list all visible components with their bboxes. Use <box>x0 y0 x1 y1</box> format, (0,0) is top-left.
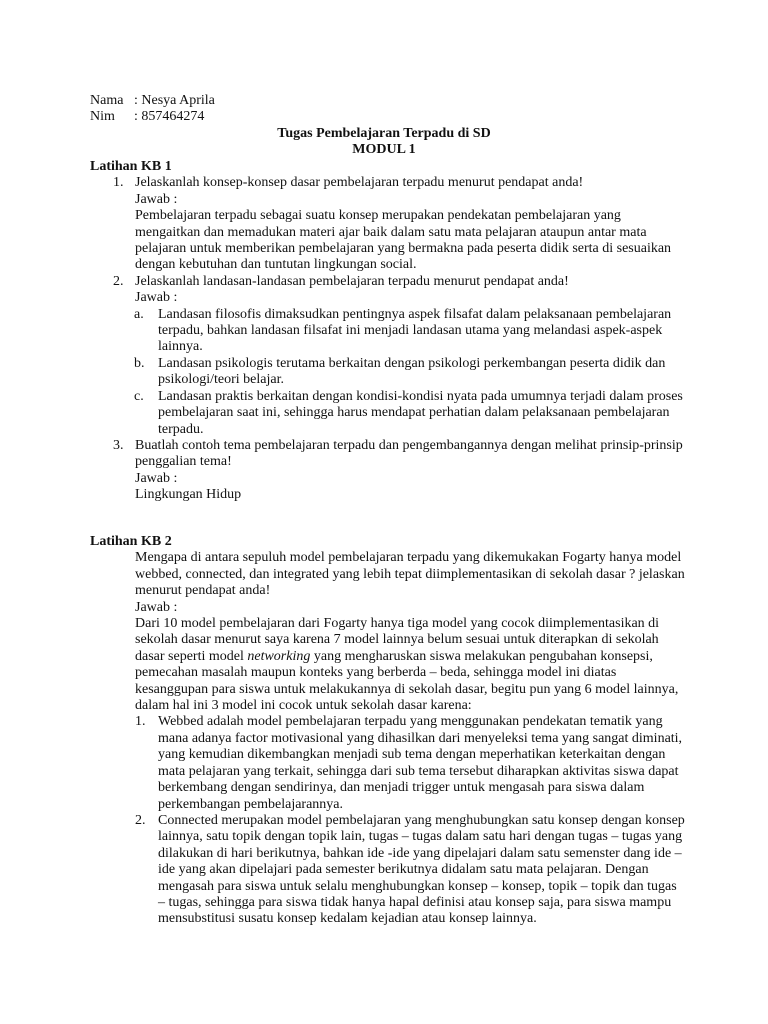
kb1-question-3 <box>0 438 768 504</box>
title-line-1: Tugas Pembelajaran Terpadu di SD <box>277 126 491 141</box>
q2-point-c <box>0 389 768 438</box>
nim-label: Nim <box>90 109 115 125</box>
q2-point-c-text: Landasan praktis berkaitan dengan kondisi-kondisi nyata pada umumnya terjadi dalam proses pembelajaran saat ini, sehingga harus mendapat perhatian dalam pelaksanaan pembelajaran terpadu. <box>158 388 683 437</box>
q2-point-a-text: Landasan filosofis dimaksudkan pentingnya aspek filsafat dalam pelaksanaan pembelajaran terpadu, bahkan landasan filsafat ini menjadi landasan utama yang melandasi aspek-aspek lainnya. <box>158 306 672 355</box>
q1-answer: Pembelajaran terpadu sebagai suatu konsep merupakan pendekatan pembelajaran yang mengaitkan dan memadukan materi ajar baik dalam satu mata pelajaran ataupun antar mata pelajaran untuk memberikan pembelajaran yang bermakna pada peserta didik serta di sesuaikan dengan kebutuhan dan tuntutan lingkungan social. <box>135 208 672 273</box>
nim-row <box>0 109 768 125</box>
nama-value: : Nesya Aprila <box>134 93 215 108</box>
kb2-answer-part-1: Dari 10 model pembelajaran dari Fogarty hanya tiga model yang cocok diimplementasikan di sekolah dasar menurut saya karena 7 model lainnya belum sesuai untuk diterapkan di sekolah dasar seperti model <box>135 616 660 664</box>
title-line-2: MODUL 1 <box>352 142 416 158</box>
q2-letter-a: a. <box>134 306 144 322</box>
section-kb1 <box>0 159 768 504</box>
kb2-heading: Latihan KB 2 <box>90 534 172 549</box>
section-kb2 <box>0 534 768 928</box>
q3-number: 3. <box>113 437 124 453</box>
q3-answer: Lingkungan Hidup <box>135 487 242 503</box>
q1-number: 1. <box>113 175 124 191</box>
nama-row <box>0 93 768 109</box>
q2-point-a <box>0 307 768 356</box>
q2-letter-b: b. <box>134 355 145 371</box>
kb2-answer-networking: networking <box>247 648 311 664</box>
q2-letter-c: c. <box>134 388 144 404</box>
kb2-answer-label: Jawab : <box>135 599 178 615</box>
kb2-answer <box>135 616 686 714</box>
kb1-heading: Latihan KB 1 <box>90 159 172 174</box>
kb2-question: Mengapa di antara sepuluh model pembelajaran terpadu yang dikemukakan Fogarty hanya model webbed, connected, dan integrated yang lebih tepat diimplementasikan di sekolah dasar ? jelaskan menurut pendapat anda! <box>135 550 685 599</box>
student-info <box>0 93 768 126</box>
kb2-body <box>0 550 768 714</box>
kb2-point-2-text: Connected merupakan model pembelajaran yang menghubungkan satu konsep dengan konsep lainnya, satu topik dengan topik lain, tugas – tugas dalam satu hari dengan tugas – tugas yang dilakukan di hari berikutnya, bahkan ide -ide yang dipelajari dalam satu semenster dang ide – ide yang akan dipelajari pada semester berikutnya didalam satu mata pelajaran. Dengan mengasah para siswa untuk selalu menghubungkan konsep – konsep, topik – topik dan tugas – tugas, sehingga para siswa tidak hanya hapal definisi atau konsep saja, para siswa mampu mensubstitusi susatu konsep kedalam kejadian atau konsep lainnya. <box>158 812 685 927</box>
nim-value: : 857464274 <box>134 109 205 125</box>
kb1-question-2 <box>0 274 768 307</box>
q2-point-b <box>0 356 768 389</box>
q2-point-b-text: Landasan psikologis terutama berkaitan dengan psikologi perkembangan peserta didik dan psikologi/teori belajar. <box>158 355 666 388</box>
kb2-point-1 <box>0 714 768 812</box>
kb2-point-1-text: Webbed adalah model pembelajaran terpadu yang menggunakan pendekatan tematik yang mana adanya factor motivasional yang dihasilkan dari menyeleksi tema yang sangat diminati, yang kemudian dikembangkan menjadi sub tema dengan meperhatikan keterkaitan dengan mata pelajaran yang terkait, sehingga dari sub tema tersebut diharapkan aktivitas siswa dapat berkembang dengan sendirinya, dan menjadi trigger untuk mengasah para siswa dalam perkembangan pembelajarannya. <box>158 714 683 812</box>
kb1-question-1 <box>0 175 768 273</box>
q3-question: Buatlah contoh tema pembelajaran terpadu dan pengembangannya dengan melihat prinsip-prinsip penggalian tema! <box>135 437 683 470</box>
q2-number: 2. <box>113 273 124 289</box>
q1-question: Jelaskanlah konsep-konsep dasar pembelajaran terpadu menurut pendapat anda! <box>135 175 584 191</box>
q3-answer-label: Jawab : <box>135 470 178 486</box>
kb2-point-2-number: 2. <box>135 812 146 828</box>
document-title <box>0 126 768 159</box>
kb2-point-1-number: 1. <box>135 714 146 730</box>
q1-answer-label: Jawab : <box>135 191 178 207</box>
q2-question: Jelaskanlah landasan-landasan pembelajaran terpadu menurut pendapat anda! <box>135 273 569 289</box>
q2-answer-label: Jawab : <box>135 290 178 306</box>
nama-label: Nama <box>90 93 124 108</box>
kb2-answer-part-2: yang mengharuskan siswa melakukan pengubahan konsepsi, pemecahan masalah maupun konteks yang berberda – beda, sehingga model ini diatas kesanggupan para siswa untuk melakukannya di sekolah dasar, begitu pun yang 6 model lainnya, dalam hal ini 3 model ini cocok untuk sekolah dasar karena: <box>135 648 679 714</box>
kb2-point-2 <box>0 813 768 928</box>
